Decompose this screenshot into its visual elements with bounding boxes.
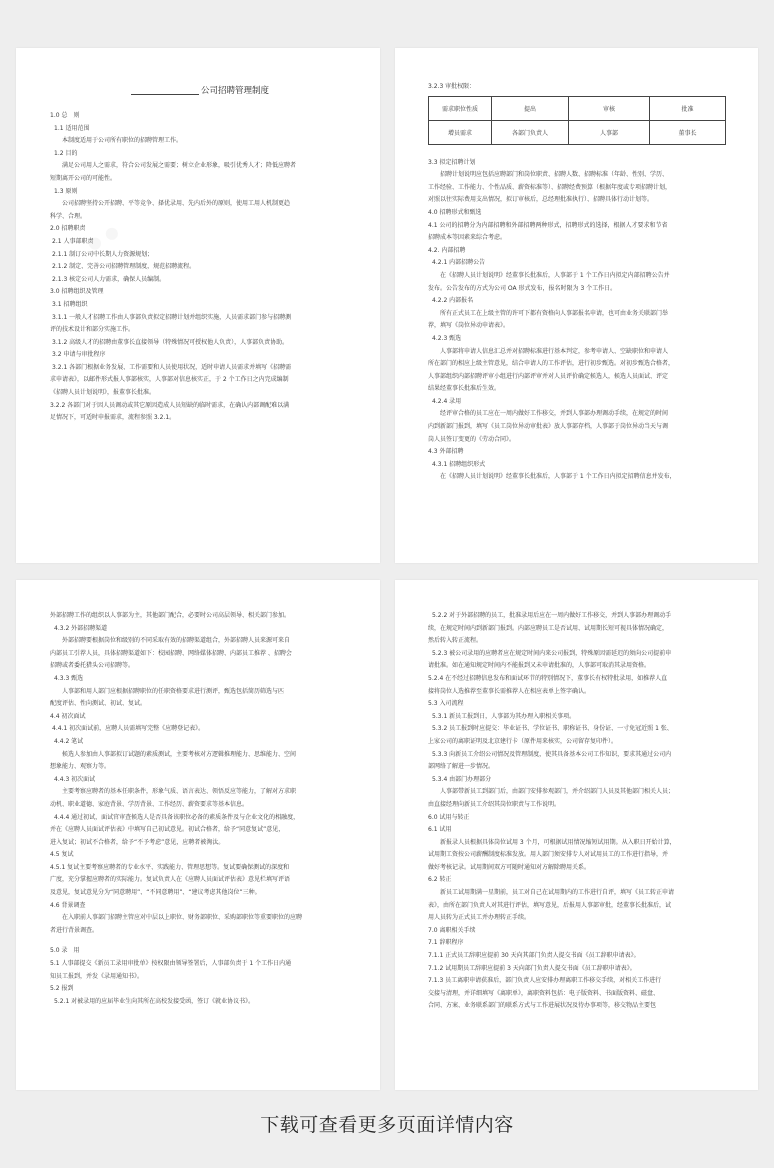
text-line: 发布。公告发布的方式为公司 OA 形式发布，报名时限为 3 个工作日。 [428, 284, 617, 292]
text-line: 招聘成本等因素来综合考虑。 [428, 234, 507, 242]
text-line: 新报录人员根据具体岗位试用 3 个月，可根据试用情况缩短试用期。从入职日开始计算， [440, 838, 676, 846]
text-line: 5.2 报到 [50, 985, 74, 993]
text-line: 候选人参加由人事部拟订试题的素质测试，主要考核对方逻辑推理能力、思维能力、空间 [62, 750, 297, 758]
text-line: 做好考核记录。试用期间双方可随时通知对方解除聘用关系。 [428, 863, 591, 871]
text-line: 表》，由所在部门负责人对其进行评估，填写意见，后报用人事部审批，经董事长批准后，试 [428, 901, 672, 909]
text-line: 《招聘人员计划说明》，报董事长批准。 [50, 389, 156, 397]
text-line: 岗人员签订变更的《劳动合同》。 [428, 435, 516, 443]
page-4-content [428, 610, 728, 1013]
page-3-content [50, 610, 350, 1008]
text-line: 3.2.2 各部门对于因人员调动或其它原因造成人员短缺的临时需求，在确认内部调配难以满 [50, 401, 290, 409]
text-line: 人事部和用人部门应根据招聘职位的任职资格要求进行测评，甄选包括简历筛选与匹 [62, 687, 285, 695]
text-line: 4.3.1 招聘组织形式 [432, 460, 486, 468]
table-cell: 董事长 [650, 120, 726, 144]
text-line: 评的技术设计和部分实施工作。 [50, 326, 135, 334]
text-line: 4.4.1 初次面试前，应聘人员需填写完整《应聘登记表》。 [52, 725, 205, 733]
text-line: 广度，充分掌握应聘者的实际能力。复试负责人在《应聘人员面试评估表》意见栏填写评语 [50, 876, 291, 884]
text-line: 4.3 外部招聘 [428, 448, 464, 456]
title-blank-underline [131, 85, 199, 95]
text-line: 主要考察应聘者的基本任职条件，形象气质、语言表达、领悟反应等能力，了解对方求职 [62, 788, 297, 796]
page-2-content [428, 81, 728, 484]
text-line: 内部员工引荐人员，具体招聘渠道如下：校园招聘、网络媒体招聘、内部员工推荐 、招聘会 [50, 649, 292, 657]
text-line: 5.3.1 新员工报到日，人事部为其办理入职相关事项。 [432, 712, 576, 720]
text-line: 7.0 离职相关手续 [428, 926, 476, 934]
table-cell: 各部门负责人 [492, 120, 569, 144]
text-line: 请批准。如在通知规定时间内不能报到又未申请批准的，人事部可取消其录用资格。 [428, 662, 651, 670]
text-line: 合同、方案、业务联系部门的联系方式与工作进展状况及待办事项等，移交物品主要包 [428, 1002, 657, 1010]
text-line: 经评审合格的员工应在一周内做好工作移交，并到人事部办理调动手续，在规定的时间 [440, 410, 669, 418]
text-line: 招聘计划说明应包括应聘部门和岗位职责、招聘人数、招聘标准（年龄、性别、学历、 [440, 171, 669, 179]
text-line: 4.0 招聘形式和甄选 [428, 208, 482, 216]
text-line: 4.5.1 复试主要考察应聘者的专业水平、实践能力、管理思想等。复试要确保测试的深度和 [50, 863, 290, 871]
text-line: 荐，填写《岗位异动申请表》。 [428, 322, 510, 330]
text-line: 在《招聘人员计划说明》经董事长批准后，人事部于 1 个工作日内拟定内部招聘公告并 [440, 271, 670, 279]
page-1-content [50, 82, 350, 425]
text-line: 4.3.2 外部招聘渠道 [54, 624, 108, 632]
text-line: 求申请表》，以邮件形式报人事部核实，人事部对信息核实正，于 2 个工作日之内完成编制 [50, 376, 289, 384]
text-line: 试用期工资按公司薪酬制度标准发放。用人部门须安排专人对试用员工的工作进行指导，并 [428, 851, 669, 859]
text-line: 知员工报到，并发《录用通知书》。 [50, 972, 144, 980]
text-line: 3.1.1 一般人才招聘工作由人事部负责拟定招聘计划并组织实施，人员需求部门参与招聘测 [52, 313, 292, 321]
text-line: 7.1.2 试用期员工辞职应提前 3 天向部门负责人提交书面《员工辞职申请表》。 [428, 964, 636, 972]
text-line: 上家公司的离职证明及北京建行卡（原件用来核实，公司留存复印件）。 [428, 737, 618, 745]
document-title [50, 82, 350, 102]
text-line: 所在部门的相应上级主管意见，结合申请人的工作评估，进行初步甄选。对初步甄选合格者， [428, 360, 675, 368]
text-line: 4.2.4 录用 [432, 397, 462, 405]
text-line: 4.1 公司的招聘分为内部招聘和外部招聘两种形式，招聘形式的选择，根据人才要求和节省 [428, 221, 668, 229]
text-line: 6.1 试用 [428, 826, 452, 834]
text-line: 7.1.1 正式员工辞职应提前 30 天向其部门负责人提交书面《员工辞职申请表》。 [428, 952, 640, 960]
text-line: 1.0 总 则 [50, 112, 80, 119]
text-line: 短期离开公司的可能性。 [50, 174, 117, 182]
text-line: 接将岗位人选推荐至董事长需推荐人在相应表单上签字确认。 [428, 687, 591, 695]
text-line: 本制度适用于公司所有职位的招聘管理工作。 [62, 137, 183, 145]
text-line: 5.2.1 对被录用的应届毕业生向其所在高校发接受函，签订《就业协议书》。 [54, 997, 255, 1005]
text-line: 然后转入转正流程。 [428, 637, 483, 645]
text-line: 用人员转为正式员工并办理转正手续。 [428, 914, 531, 922]
page-1-lines [50, 110, 350, 425]
text-line: 科学、合理。 [50, 212, 87, 220]
text-line: 4.2.3 甄选 [432, 334, 462, 342]
text-line: 5.2.4 在不经过招聘信息发布和面试环节的特别情况下，董事长有权特批录用，如推荐人直 [428, 674, 668, 682]
text-line: 由直接经理向新员工介绍其岗位职责与工作说明。 [428, 800, 561, 808]
text-line: 动机、职业道德、家庭背景、学历背景、工作经历、薪资要求等基本信息。 [50, 800, 249, 808]
text-line: 5.3.3 向新员工介绍公司情况及管理制度，使其具备基本公司工作知识，要求其通过公司内 [432, 750, 672, 758]
text-line: 对照以往实际费用支出情况，拟订审核后，总经理批准执行）、招聘具体行动计划等。 [428, 196, 654, 204]
document-page-4 [395, 580, 758, 1090]
page-3-lines [50, 610, 350, 1008]
text-line: 2.0 招聘职责 [50, 225, 86, 233]
text-line: 2.1.3 核定公司人力需求，确保人员编制。 [52, 275, 166, 283]
table-cell: 提出 [492, 96, 569, 120]
text-line: 7.1.3 员工离职申请获准后，部门负责人应安排办理离职工作移交手续，对相关工作进行 [428, 977, 662, 985]
text-line: 所有正式员工在上级主管的许可下都有资格向人事部报名申请，也可由业务关联部门举 [440, 309, 669, 317]
text-line: 内到新部门报到，填写《员工岗位异动审批表》放人事部存档，人事部于岗位异动当天与调 [428, 423, 669, 431]
paragraph-spacer [50, 937, 350, 945]
text-line: 外部招聘要根据岗位和级别的不同采取有效的招聘渠道组合，外部招聘人员来源可来自 [62, 637, 291, 645]
table-cell: 人事部 [569, 120, 650, 144]
text-line: 1.2 目的 [54, 149, 78, 157]
text-line: 招聘或者委托猎头公司招聘等。 [50, 662, 135, 670]
text-line: 3.2.3 审批权限： [428, 83, 476, 90]
text-line: 3.2 申请与审批程序 [52, 351, 106, 359]
table-cell: 增员需求 [429, 120, 492, 144]
text-line: 4.2.1 内部招聘公告 [432, 259, 486, 267]
text-line: 人事部将申请人信息汇总并对招聘标准进行基本判定，参考申请人、空缺职位和申请人 [440, 347, 669, 355]
text-line: 5.3.2 员工报到时应提交：毕业证书、学位证书、职称证书、身份证、一寸免冠近照 1 张、 [432, 725, 673, 733]
text-line: 3.2.1 各部门根据业务发展、工作需要和人员使用状况，适时申请人员需求并填写《招聘需 [52, 363, 292, 371]
text-line: 者进行背景调查。 [50, 926, 99, 934]
text-line: 2.1.1 制订公司中长期人力资源规划； [52, 250, 154, 258]
text-line: 进入复试；初试不合格者，给予“不予考虑”意见，应聘者被淘汰。 [50, 838, 225, 846]
text-line: 外部招聘工作的组织以人事部为主，其他部门配合，必要时公司高层领导、相关部门参加。 [50, 612, 291, 619]
text-line: 4.3.3 甄选 [54, 674, 84, 682]
text-line: 交接与清理，并详细填写《离职单》，离职资料包括：电子版资料、书面版资料、磁盘、 [428, 989, 660, 997]
text-line: 人事部组织内部招聘评审小组进行内部评审并对人员评价确定候选人，候选人员面试、评定 [428, 372, 669, 380]
text-line: 续，在规定时间内到新部门报到。内部应聘员工是否试用、试用期长短可视具体情况确定， [428, 624, 669, 632]
text-line: 3.1 招聘组织 [52, 300, 88, 308]
text-line: 2.1 人事部职责 [52, 237, 94, 245]
text-line: 3.3 拟定招聘计划 [428, 158, 476, 166]
text-line: 3.0 招聘组织及管理 [50, 288, 104, 296]
text-line: 公司招聘坚持公开招聘、平等竞争、择优录用、先内后外的原则，使用工用人机制更趋 [62, 200, 291, 208]
text-line: 6.2 转正 [428, 876, 452, 884]
table-cell: 批准 [650, 96, 726, 120]
text-line: 足情况下，可适时申报需求，流程参照 3.2.1。 [50, 414, 176, 422]
page-4-lines [428, 610, 728, 1013]
text-line: 在《招聘人员计划说明》经董事长批准后，人事部于 1 个工作日内拟定招聘信息并发布， [440, 473, 676, 481]
text-line: 4.4 初次面试 [50, 712, 86, 720]
text-line: 5.2.2 对于外部招聘的员工，批准录用后应在一周内做好工作移交，并到人事部办理调动手 [432, 612, 672, 619]
table-cell: 需求职位性质 [429, 96, 492, 120]
page-2-lines [428, 157, 728, 484]
text-line: 4.4.4 通过初试，面试官审查候选人是否具备该职位必备的素质条件及与企业文化的相融度， [54, 813, 300, 821]
text-line: 人事部带新员工到部门后，由部门安排参观部门，并介绍部门人员及其他部门相关人员； [440, 788, 675, 796]
approval-authority-table [428, 96, 726, 145]
text-line: 5.1 人事部提交《新员工录用审批单》按权限由领导签署后，人事部负责于 1 个工作日内通 [50, 960, 292, 968]
text-line: 及意见，复试意见分为“同意聘用”、“不同意聘用”、“建议考虑其他岗位”三种。 [50, 889, 261, 897]
text-line: 4.2.2 内部报名 [432, 297, 474, 305]
document-page-3 [16, 580, 380, 1090]
text-line: 工作经验、工作能力、个性品质、薪资标准等）、招聘经费预算（根据年度或专项招聘计划， [428, 183, 672, 191]
text-line: 7.1 辞职程序 [428, 939, 464, 947]
text-line: 2.1.2 制定、完善公司招聘管理制度，规范招聘流程。 [52, 263, 196, 271]
text-line: 5.3.4 由部门办理部分 [432, 775, 492, 783]
table-cell: 审核 [569, 96, 650, 120]
text-line: 1.1 适用范围 [54, 124, 90, 132]
text-line: 1.3 原则 [54, 187, 78, 195]
text-line: 5.2.3 被公司录用的应聘者应在规定时间内来公司报到，特殊原因需延迟的须向公司提前申 [432, 649, 672, 657]
title-text: 公司招聘管理制度 [200, 86, 269, 96]
text-line: 配度评估、性向测试、初试、复试。 [50, 700, 147, 708]
text-line: 在入职前人事部门招聘主管应对中层以上职位、财务部职位、采购部职位等重要职位的应聘 [62, 914, 303, 922]
text-line: 满足公司用人之需求，符合公司发展之需要；树立企业形象，吸引优秀人才；降低应聘者 [62, 162, 297, 170]
text-line: 4.2. 内部招聘 [428, 246, 466, 254]
text-line: 6.0 试用与转正 [428, 813, 470, 821]
text-line: 结果经董事长批准后生效。 [428, 385, 501, 393]
text-line: 3.1.2 高级人才的招聘由董事长直接领导（特殊情况可授权他人负责），人事部负责协助。 [52, 338, 289, 346]
text-line: 想象能力、观察力等。 [50, 763, 111, 771]
text-line: 5.3 入司流程 [428, 700, 464, 708]
page-2-pre-lines [428, 81, 728, 94]
text-line: 4.6 背景调查 [50, 901, 86, 909]
document-page-1 [16, 48, 380, 563]
text-line: 新员工试用期满一星期前，员工对自己在试用期内的工作进行自评，填写《员工转正申请 [440, 889, 675, 897]
document-page-2 [395, 48, 758, 563]
table-row [429, 120, 726, 144]
text-line: 5.0 录 用 [50, 947, 80, 955]
download-more-pages-caption: 下载可查看更多页面详情内容 [260, 1114, 514, 1136]
text-line: 4.4.2 笔试 [54, 737, 84, 745]
text-line: 并在《应聘人员面试评估表》中填写自己初试意见。初试合格者，给予“同意复试”意见， [50, 826, 285, 834]
text-line: 4.4.3 初次面试 [54, 775, 96, 783]
text-line: 4.5 复试 [50, 851, 74, 859]
table-row [429, 96, 726, 120]
text-line: 部网络了解进一步情况。 [428, 763, 495, 771]
